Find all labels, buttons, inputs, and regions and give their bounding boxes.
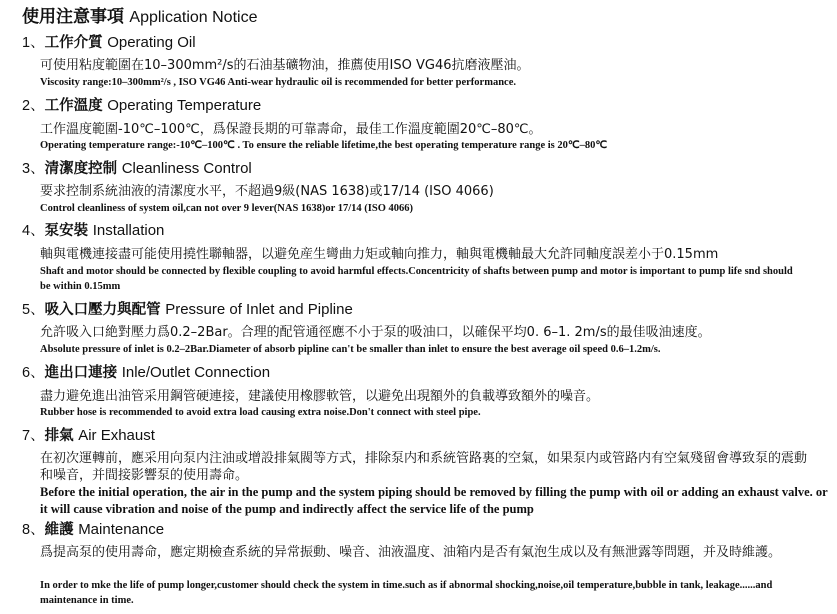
section-title-zh: 工作溫度 <box>44 98 103 114</box>
section-title-en: Operating Temperature <box>107 97 262 114</box>
section-number: 7、 <box>22 428 45 444</box>
section-7-en-text: Before the initial operation, the air in the pump and the system piping should be removed by filling the pump with oil or adding an exhaust valve. or it will cause vibration and noise of the pump and indirectly affect the service life of the pump <box>40 485 828 516</box>
section-2-heading <box>22 96 261 116</box>
section-4-zh-text: 軸與電機連接盡可能使用撓性聯軸器，以避免産生彎曲力矩或軸向推力，軸與電機軸最大允許同軸度誤差小于0.15mm <box>40 247 719 262</box>
section-title-zh: 清潔度控制 <box>44 161 118 177</box>
section-3-heading <box>22 159 252 179</box>
section-6-en-text: Rubber hose is recommended to avoid extra load causing extra noise.Don't connect with steel pipe. <box>40 407 481 418</box>
section-title-zh: 維護 <box>44 522 74 538</box>
section-title-zh: 排氣 <box>44 428 74 444</box>
section-5-en-text: Absolute pressure of inlet is 0.2–2Bar.Diameter of absorb pipline can't be smaller than inlet to ensure the best average oil speed 0.6–1.2m/s. <box>40 344 661 355</box>
section-title-en: Pressure of Inlet and Pipline <box>165 301 353 318</box>
section-number: 4、 <box>22 223 45 239</box>
section-5-zh-text: 允許吸入口絶對壓力爲0.2–2Bar。合理的配管通徑應不小于泵的吸油口，以確保平均0. 6–1. 2m/s的最佳吸油速度。 <box>40 325 711 340</box>
section-title-zh: 泵安裝 <box>44 223 89 239</box>
section-title-zh: 工作介質 <box>44 35 103 51</box>
section-number: 3、 <box>22 161 45 177</box>
section-6-zh-text: 盡力避免進出油管采用鋼管硬連接，建議使用橡膠軟管，以避免出現額外的負載導致額外的噪音。 <box>40 389 600 404</box>
section-3-zh-text: 要求控制系統油液的清潔度水平，不超過9級(NAS 1638)或17/14 (ISO 4066) <box>40 184 494 199</box>
section-1-en-text: Viscosity range:10–300mm²/s , ISO VG46 Anti-wear hydraulic oil is recommended for better performance. <box>40 77 516 88</box>
section-8-zh-text: 爲提高泵的使用壽命，應定期檢查系統的异常振動、噪音、油液溫度、油箱内是否有氣泡生成以及有無泄露等問題，并及時維護。 <box>40 545 782 560</box>
section-3-en-text: Control cleanliness of system oil,can not over 9 lever(NAS 1638)or 17/14 (ISO 4066) <box>40 203 414 214</box>
section-title-en: Cleanliness Control <box>121 160 252 177</box>
section-title-en: Installation <box>92 222 165 239</box>
section-5-heading <box>22 300 353 320</box>
section-6-heading <box>22 363 270 383</box>
section-title-zh: 進出口連接 <box>44 365 118 381</box>
section-7-heading <box>22 426 155 446</box>
section-title-en: Air Exhaust <box>78 427 155 444</box>
section-4-en-text: Shaft and motor should be connected by flexible coupling to avoid harmful effects.Concentricity of shafts between pump and motor is important to pump life snd should be within 0.15mm <box>40 266 793 292</box>
section-number: 2、 <box>22 98 45 114</box>
section-number: 8、 <box>22 522 45 538</box>
section-8-heading <box>22 520 164 540</box>
section-title-en: Inle/Outlet Connection <box>121 364 271 381</box>
section-7-zh-text: 在初次運轉前，應采用向泵内注油或增設排氣閥等方式，排除泵内和系統管路裏的空氣，如果泵内或管路内有空氣殘留會導致泵的震動和噪音，并間接影響泵的使用壽命。 <box>40 451 808 483</box>
page-title-en: Application Notice <box>129 9 258 26</box>
page-title-zh: 使用注意事項 <box>22 7 124 27</box>
section-8-en-text: In order to mke the life of pump longer,customer should check the system in time.such as if abnormal shocking,noise,oil temperature,bubble in tank, leakage......and maintenance in time. <box>40 580 773 606</box>
section-title-zh: 吸入口壓力與配管 <box>44 302 161 318</box>
section-4-heading <box>22 221 164 241</box>
section-number: 6、 <box>22 365 45 381</box>
section-1-zh-text: 可使用粘度範圍在10–300mm²/s的石油基礦物油，推薦使用ISO VG46抗磨液壓油。 <box>40 58 530 73</box>
section-number: 1、 <box>22 35 45 51</box>
section-title-en: Maintenance <box>78 521 165 538</box>
section-number: 5、 <box>22 302 45 318</box>
section-1-heading <box>22 33 196 53</box>
section-2-zh-text: 工作溫度範圍-10℃–100℃，爲保證長期的可靠壽命，最佳工作溫度範圍20℃–80℃。 <box>40 122 542 137</box>
page-title <box>22 6 257 29</box>
section-title-en: Operating Oil <box>107 34 196 51</box>
section-2-en-text: Operating temperature range:-10℃–100℃ . To ensure the reliable lifetime,the best operating temperature range is 20℃–80℃ <box>40 140 608 151</box>
